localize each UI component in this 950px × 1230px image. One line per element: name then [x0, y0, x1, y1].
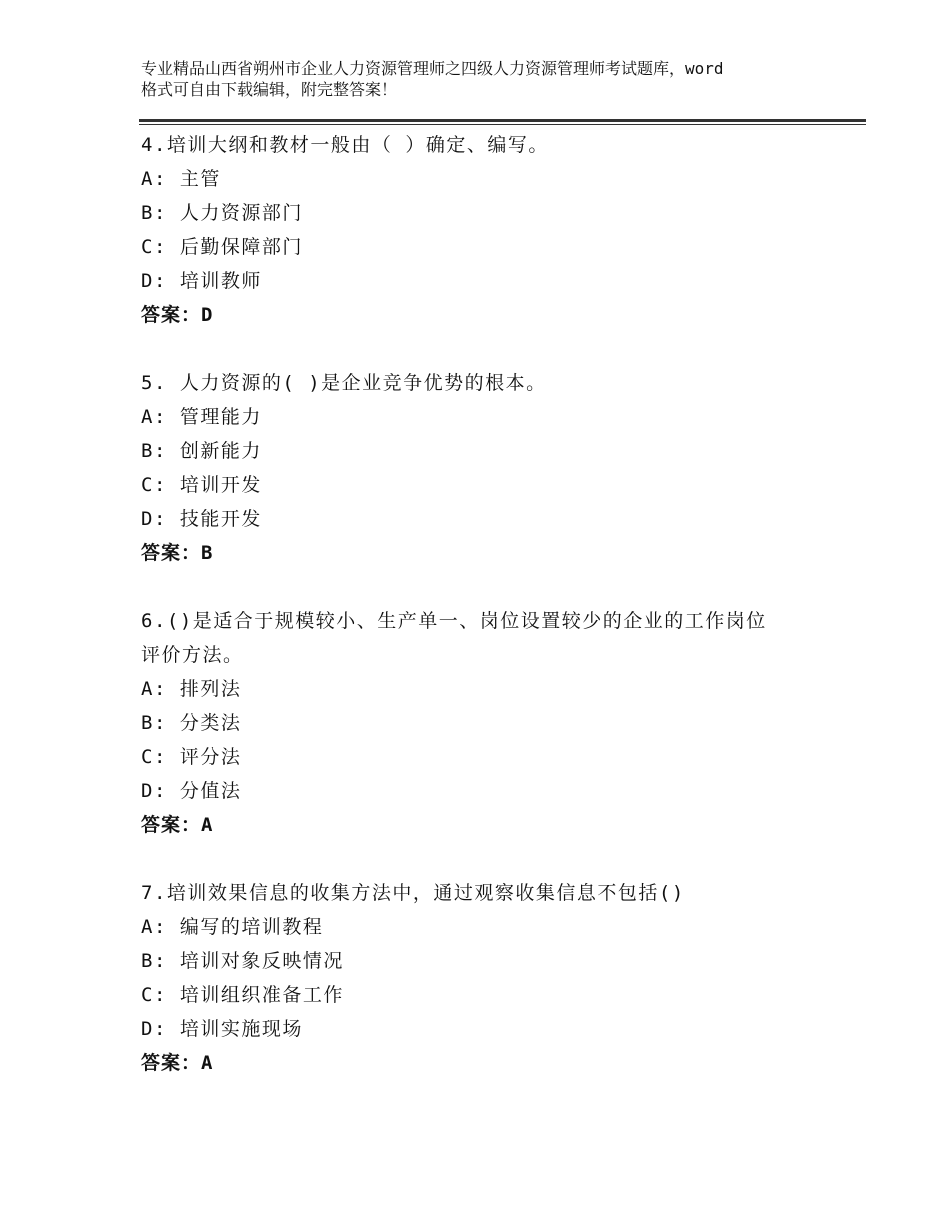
option-c: C: 培训组织准备工作 — [141, 984, 344, 1006]
option-a: A: 管理能力 — [141, 406, 262, 428]
option-a: A: 主管 — [141, 168, 221, 190]
option-d: D: 培训教师 — [141, 270, 262, 292]
header-divider-thick — [139, 119, 866, 122]
document-header — [141, 58, 841, 100]
question-text-line-2: 评价方法。 — [141, 644, 244, 666]
option-d: D: 培训实施现场 — [141, 1018, 303, 1040]
option-b: B: 分类法 — [141, 712, 242, 734]
option-c: C: 后勤保障部门 — [141, 236, 303, 258]
answer: 答案：A — [141, 814, 214, 836]
option-b: B: 培训对象反映情况 — [141, 950, 344, 972]
question-text-line-1: 6.()是适合于规模较小、生产单一、岗位设置较少的企业的工作岗位 — [141, 610, 767, 632]
question-list — [141, 128, 841, 1114]
header-divider-thin — [139, 124, 866, 125]
answer: 答案：D — [141, 304, 214, 326]
question-6 — [141, 604, 841, 842]
option-a: A: 编写的培训教程 — [141, 916, 324, 938]
option-b: B: 创新能力 — [141, 440, 262, 462]
option-c: C: 评分法 — [141, 746, 242, 768]
header-line-2: 格式可自由下载编辑，附完整答案！ — [141, 80, 398, 99]
option-a: A: 排列法 — [141, 678, 242, 700]
option-d: D: 技能开发 — [141, 508, 262, 530]
question-text: 4.培训大纲和教材一般由（ ）确定、编写。 — [141, 134, 549, 156]
question-5 — [141, 366, 841, 570]
answer: 答案：B — [141, 542, 214, 564]
question-text: 7.培训效果信息的收集方法中，通过观察收集信息不包括() — [141, 882, 685, 904]
option-c: C: 培训开发 — [141, 474, 262, 496]
answer: 答案：A — [141, 1052, 214, 1074]
option-d: D: 分值法 — [141, 780, 242, 802]
question-7 — [141, 876, 841, 1080]
header-line-1: 专业精品山西省朔州市企业人力资源管理师之四级人力资源管理师考试题库，word — [141, 59, 724, 78]
option-b: B: 人力资源部门 — [141, 202, 303, 224]
question-text: 5. 人力资源的( )是企业竞争优势的根本。 — [141, 372, 547, 394]
question-4 — [141, 128, 841, 332]
